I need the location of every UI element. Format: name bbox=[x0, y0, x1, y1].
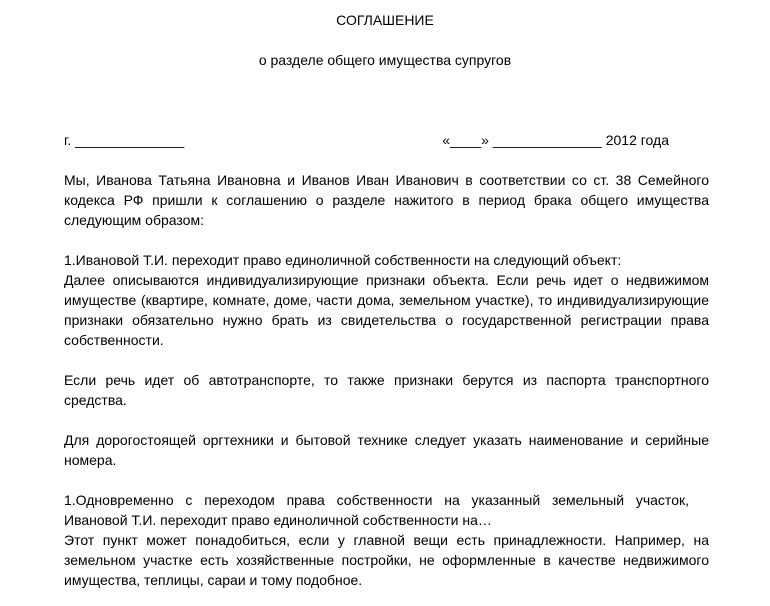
item2-line: Этот пункт может понадобиться, если у главной вещи есть принадлежности. Например, на bbox=[64, 532, 709, 548]
item1-paragraph bbox=[64, 250, 709, 350]
tech-line: номера. bbox=[64, 452, 117, 468]
item1-heading: 1.Ивановой Т.И. переходит право единоличной собственности на следующий объект: bbox=[64, 252, 622, 268]
date-line: «____» ______________ 2012 года bbox=[442, 132, 669, 148]
item1-line: Далее описываются индивидуализирующие признаки объекта. Если речь идет о недвижимом bbox=[64, 272, 709, 288]
tech-line: Для дорогостоящей оргтехники и бытовой технике следует указать наименование и серийные bbox=[64, 432, 709, 448]
auto-line: Если речь идет об автотранспорте, то также признаки берутся из паспорта транспортного bbox=[64, 372, 709, 388]
document-subtitle: о разделе общего имущества супругов bbox=[258, 52, 512, 68]
auto-paragraph bbox=[64, 370, 709, 410]
item2-line: имущества, теплицы, сараи и тому подобное. bbox=[64, 572, 363, 588]
intro-line: следующим образом: bbox=[64, 212, 204, 228]
intro-line: кодекса РФ пришли к соглашению о разделе нажитого в период брака общего имущества bbox=[64, 192, 709, 208]
item2-line: земельном участке есть хозяйственные постройки, не оформленные в качестве недвижимого bbox=[64, 552, 709, 568]
intro-line: Мы, Иванова Татьяна Ивановна и Иванов Иван Иванович в соответствии со ст. 38 Семейного bbox=[64, 172, 709, 188]
item2-paragraph bbox=[64, 490, 709, 590]
tech-paragraph bbox=[64, 430, 709, 470]
intro-paragraph bbox=[64, 170, 709, 230]
auto-line: средства. bbox=[64, 392, 127, 408]
item2-line: Ивановой Т.И. переходит право единоличной собственности на… bbox=[64, 512, 492, 528]
item1-line: признаки обязательно нужно брать из свидетельства о государственной регистрации права bbox=[64, 312, 709, 328]
document-title: СОГЛАШЕНИЕ bbox=[336, 12, 434, 28]
city-line: г. ______________ bbox=[64, 132, 185, 148]
item2-line: 1.Одновременно с переходом права собственности на указанный земельный участок, bbox=[64, 492, 689, 508]
item1-line: собственности. bbox=[64, 332, 164, 348]
item1-line: имуществе (квартире, комнате, доме, части дома, земельном участке), то индивидуализирующие bbox=[64, 292, 709, 308]
